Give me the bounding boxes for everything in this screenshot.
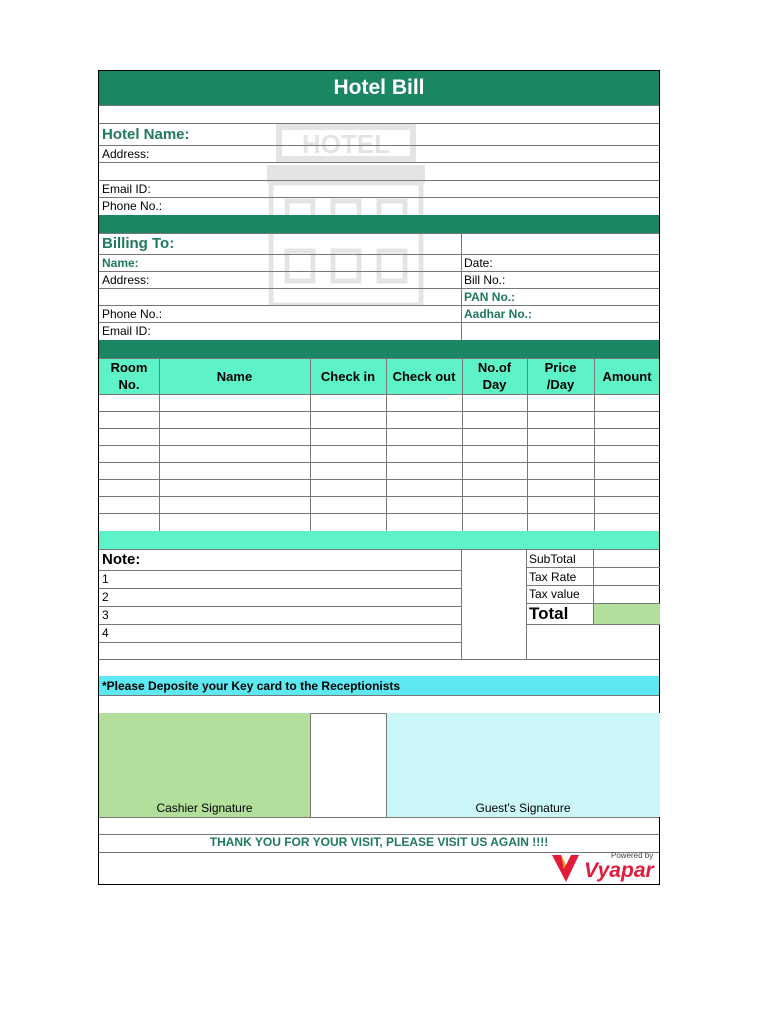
tax-value-label: Tax value xyxy=(529,587,580,601)
cashier-signature-label: Cashier Signature xyxy=(156,801,253,815)
date-label: Date: xyxy=(464,256,493,270)
hotel-bill-sheet xyxy=(98,70,660,885)
col-price-per-day: Price /Day xyxy=(544,360,577,392)
thank-you-message: THANK YOU FOR YOUR VISIT, PLEASE VISIT US AGAIN !!!! xyxy=(209,835,549,849)
billing-to-heading: Billing To: xyxy=(102,235,175,252)
hotel-email-label: Email ID: xyxy=(102,182,151,196)
total-label: Total xyxy=(529,604,569,623)
hotel-name-label: Hotel Name: xyxy=(102,126,190,143)
powered-by-text: Powered by xyxy=(611,851,654,860)
page-title: Hotel Bill xyxy=(99,71,659,105)
billing-phone-label: Phone No.: xyxy=(102,307,163,321)
tax-rate-label: Tax Rate xyxy=(529,570,577,584)
col-check-out: Check out xyxy=(392,368,456,384)
guest-signature-label: Guest's Signature xyxy=(475,801,571,815)
note-line-2: 2 xyxy=(102,590,109,604)
note-line-4: 4 xyxy=(102,626,109,640)
note-heading: Note: xyxy=(102,551,141,568)
vyapar-logo xyxy=(551,851,659,885)
subtotal-label: SubTotal xyxy=(529,552,576,566)
watermark-text: HOTEL xyxy=(301,129,391,159)
aadhar-no-label: Aadhar No.: xyxy=(464,307,533,321)
table-bottom-band xyxy=(99,531,659,549)
hotel-building-watermark xyxy=(257,123,435,305)
pan-no-label: PAN No.: xyxy=(464,290,516,304)
billing-name-label: Name: xyxy=(102,256,139,270)
col-no-of-day: No.of Day xyxy=(477,360,512,392)
vyapar-brand-text: Vyapar xyxy=(584,859,654,882)
col-check-in: Check in xyxy=(320,368,376,384)
bill-no-label: Bill No.: xyxy=(464,273,506,287)
hotel-address-label: Address: xyxy=(102,147,150,161)
table-top-band xyxy=(99,340,659,358)
total-value-cell xyxy=(593,603,660,624)
col-room-no: Room No. xyxy=(110,360,148,392)
note-line-1: 1 xyxy=(102,572,109,586)
billing-address-label: Address: xyxy=(102,273,150,287)
col-name: Name xyxy=(216,368,253,384)
section-divider-band xyxy=(99,215,659,233)
hotel-phone-label: Phone No.: xyxy=(102,199,163,213)
billing-email-label: Email ID: xyxy=(102,324,151,338)
notice-text: *Please Deposite your Key card to the Receptionists xyxy=(102,679,401,693)
note-line-3: 3 xyxy=(102,608,109,622)
col-amount: Amount xyxy=(602,368,652,384)
